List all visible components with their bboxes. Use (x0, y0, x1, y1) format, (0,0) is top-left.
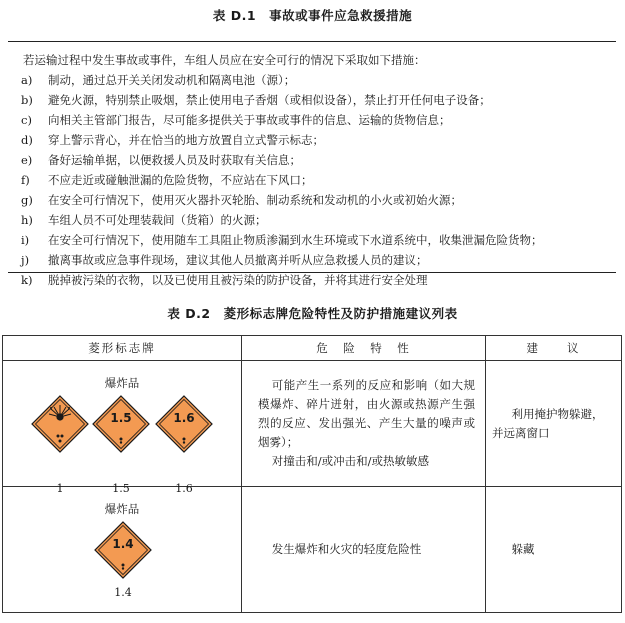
hazard-line: 发生爆炸和火灾的轻度危险性 (271, 542, 422, 556)
table1-box (8, 41, 616, 287)
diamond-label: 1.4 (112, 537, 134, 551)
list-marker: a) (21, 73, 33, 87)
advice-cell (486, 361, 622, 487)
list-text: 备好运输单据，以便救援人员及时获取有关信息； (48, 153, 301, 167)
list-item (21, 252, 428, 268)
list-text: 避免火源，特别禁止吸烟，禁止使用电子香烟（或相似设备），禁止打开任何电子设备； (48, 93, 491, 107)
table-row (3, 487, 622, 613)
table-header-row (3, 336, 622, 361)
table2-title: 表 D.2 菱形标志牌危险特性及防护措施建议列表 (167, 306, 458, 321)
sign-caption: 1.6 (175, 482, 193, 495)
list-text: 在安全可行情况下，使用随车工具阻止物质渗漏到水生环境或下水道系统中，收集泄漏危险货物； (48, 233, 543, 247)
table1-title: 表 D.1 事故或事件应急救援措施 (212, 8, 413, 23)
hazard-line: 对撞击和/或冲击和/或热敏敏感 (271, 454, 430, 468)
list-item (21, 92, 491, 108)
explosive-1-5-diamond (92, 395, 150, 453)
explosive-class-1-diamond (31, 395, 89, 453)
hazard-cell (242, 361, 486, 487)
list-marker: f) (21, 173, 30, 187)
list-text: 不应走近或碰触泄漏的危险货物，不应站在下风口； (48, 173, 313, 187)
header-sign: 菱形标志牌 (3, 336, 242, 361)
list-text: 脱掉被污染的衣物，以及已使用且被污染的防护设备，并将其进行安全处理 (48, 273, 428, 287)
list-marker: i) (21, 233, 30, 247)
list-text: 制动，通过总开关关闭发动机和隔离电池（源）； (48, 73, 296, 87)
sign-title: 爆炸品 (104, 502, 140, 516)
list-item (21, 212, 267, 228)
list-marker: b) (21, 93, 33, 107)
sign-title: 爆炸品 (104, 376, 140, 390)
explosive-1-4-diamond (94, 521, 152, 579)
list-marker: h) (21, 213, 33, 227)
list-item (21, 112, 451, 128)
table1-intro: 若运输过程中发生事故或事件，车组人员应在安全可行的情况下采取如下措施： (23, 53, 426, 67)
list-marker: d) (21, 133, 33, 147)
diamond-label: 1.5 (110, 411, 132, 425)
sign-cell (3, 361, 242, 495)
sign-caption: 1.4 (114, 586, 132, 599)
diamond-label: 1.6 (173, 411, 195, 425)
list-item (21, 272, 428, 288)
list-marker: g) (21, 193, 33, 207)
list-marker: k) (21, 273, 33, 287)
list-item (21, 132, 324, 148)
table-row (3, 361, 622, 487)
hazard-sign-table (2, 335, 622, 613)
explosive-1-6-diamond (155, 395, 213, 453)
sign-cell (3, 487, 242, 613)
advice-text: 利用掩护物躲避，并远离窗口 (492, 406, 604, 440)
list-marker: e) (21, 153, 33, 167)
list-item (21, 192, 462, 208)
list-item (21, 72, 295, 88)
list-text: 穿上警示背心，并在恰当的地方放置自立式警示标志； (48, 133, 324, 147)
list-text: 在安全可行情况下，使用灭火器扑灭轮胎、制动系统和发动机的小火或初始火源； (48, 193, 462, 207)
hazard-cell (242, 487, 486, 613)
hazard-line: 可能产生一系列的反应和影响（如大规模爆炸、碎片迸射，由火源或热源产生强烈的反应、发出强光、产生大量的噪声或烟雾）； (258, 378, 475, 449)
advice-cell (486, 487, 622, 613)
advice-text: 躲藏 (511, 542, 535, 556)
header-hazard: 危 险 特 性 (242, 336, 486, 361)
sign-caption: 1.5 (112, 482, 130, 495)
list-text: 车组人员不可处理装载间（货箱）的火源； (48, 213, 267, 227)
list-text: 向相关主管部门报告，尽可能多提供关于事故或事件的信息、运输的货物信息； (48, 113, 451, 127)
list-item (21, 232, 543, 248)
list-marker: j) (21, 253, 30, 267)
list-text: 撤离事故或应急事件现场，建议其他人员撤离并听从应急救援人员的建议； (48, 253, 428, 267)
list-item (21, 152, 301, 168)
list-marker: c) (21, 113, 32, 127)
list-item (21, 172, 313, 188)
header-advice: 建 议 (486, 336, 622, 361)
sign-caption: 1 (56, 482, 64, 495)
